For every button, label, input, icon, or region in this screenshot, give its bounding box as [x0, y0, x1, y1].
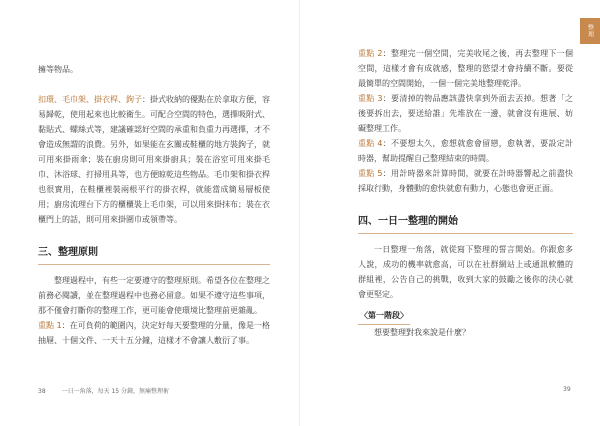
- right-page: [300, 0, 600, 426]
- hooks-heading: 扣環、毛巾架、掛衣桿、鉤子: [38, 95, 142, 104]
- tip-2: [358, 46, 573, 91]
- section-title-principles: 三、整理原則: [38, 246, 270, 265]
- page-number-right: 39: [563, 386, 571, 393]
- tip-5-text: ：用計時器來計算時間，就要在計時器響起之前盡快採取行動，身體動的愈快就愈有動力，心態也會更正面。: [358, 169, 573, 193]
- tip-1-text: ：在可負荷的範圍內，決定好每天要整理的分量，像是一格抽屜、十個文件、一天十五分鐘，這樣才不會讓人敷衍了事。: [38, 321, 270, 345]
- tip-3: [358, 91, 573, 136]
- page-number-left: 38: [38, 388, 46, 395]
- left-page-content: [38, 62, 270, 348]
- principles-paragraph: 整理過程中，有些一定要遵守的整理原則。希望各位在整理之前務必閱讀，並在整理過程中也務必留意。如果不遵守這些事項，那不僅會打斷你的整理工作，更可能會使環境比整理前更雜亂。: [38, 276, 270, 315]
- tip-3-text: ：要清掉的物品應該盡快拿到外面去丟掉。想著「之後要拆出去，要送給誰」先堆放在一邊，就會沒有進展、妨礙整理工作。: [358, 94, 573, 133]
- tip-1: [38, 318, 270, 348]
- hooks-paragraph: [38, 92, 270, 227]
- chapter-tab: 整理: [580, 18, 600, 44]
- stage-1-title: 〈第一階段〉: [358, 308, 410, 325]
- tip-4: [358, 136, 573, 166]
- tip-2-text: ：整理完一個空間，完美收尾之後，再去整理下一個空間，這樣才會有成就感，整理的慾望才會持續不斷。要從最簡單的空間開始，一個一個完美地整理乾淨。: [358, 49, 573, 88]
- left-intro-text: 擁等物品。: [38, 65, 78, 74]
- tip-1-label: 重點 1: [38, 321, 62, 330]
- tip-4-text: ：不要想太久，愈想就愈會留戀，愈執著，要設定計時器，幫助提醒自己整理結束的時間。: [358, 139, 573, 163]
- running-title: 一日一角落，每天 15 分鐘，無痛整理術: [61, 388, 170, 395]
- tip-5-label: 重點 5: [358, 169, 383, 178]
- tip-5: [358, 166, 573, 196]
- right-page-content: [358, 46, 573, 340]
- section-title-start: 四、一日一整理的開始: [358, 215, 573, 234]
- spacer: [38, 77, 270, 92]
- spacer: [38, 227, 270, 242]
- hooks-text: ：掛式收納的優點在於拿取方便，容易歸乾，使用起來也比較衛生。可配合空間的特色，選擇吸附式、黏貼式、螺絲式等，建議確認好空間的承重和負重力再選擇，才不會造成無謂的浪費。另外，如果能在玄關或鞋櫃的地方裝鉤子，就可用來掛雨傘；裝在廚房則可用來掛廚具；裝在浴室可用來掛毛巾、沐浴球、打掃用具等，也方便晾乾這些物品。毛巾架和掛衣桿也很實用，在鞋櫃裡裝兩根平行的掛衣桿，就能當成簡易層板使用；廚房流理台下方的櫃櫃裝上毛巾架，可以用來掛抹布；裝在衣櫃門上的話，則可用來掛圍巾或領帶等。: [38, 95, 270, 224]
- tip-4-label: 重點 4: [358, 139, 383, 148]
- start-paragraph: 一日整理一角落，就從寫下整理的誓言開始。你跟愈多人說，成功的機率就愈高，可以在社群網站上或通訊軟體的群組裡，公告自己的挑戰，收到大家的鼓勵之後你的決心就會更堅定。: [358, 245, 573, 299]
- tip-2-label: 重點 2: [358, 49, 383, 58]
- left-footer: [38, 386, 169, 395]
- tip-3-label: 重點 3: [358, 94, 383, 103]
- spacer: [358, 196, 573, 211]
- stage-1-question: 想要整理對我來說是什麼？: [374, 328, 470, 337]
